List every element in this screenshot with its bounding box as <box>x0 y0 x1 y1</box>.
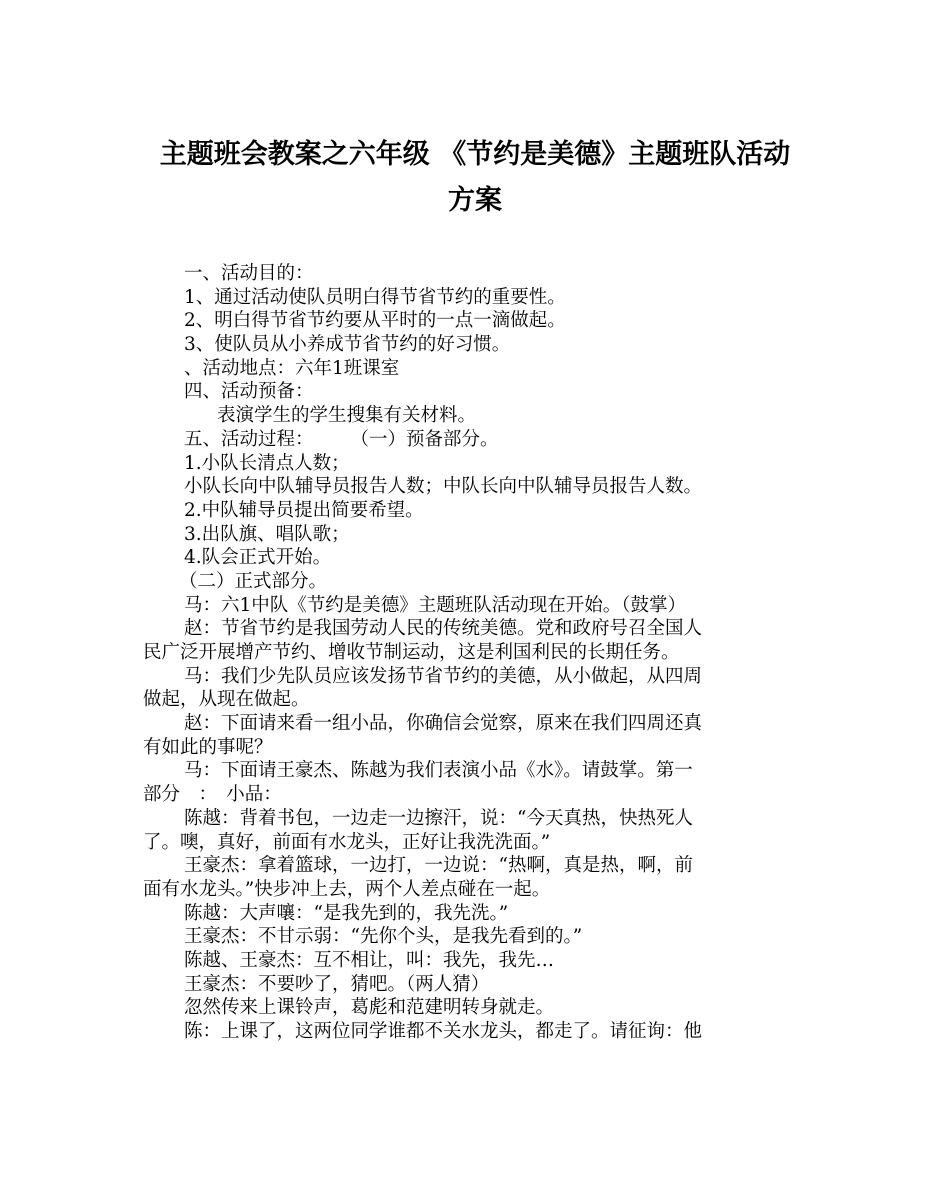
paragraph-line: 马：六1中队《节约是美德》主题班队活动现在开始。（鼓掌） <box>184 594 687 616</box>
paragraph-line: 4.队会正式开始。 <box>184 547 332 569</box>
paragraph-line: 赵：节省节约是我国劳动人民的传统美德。党和政府号召全国人 <box>184 618 703 640</box>
paragraph-line: 陈越：大声嚷：“是我先到的，我先洗。” <box>184 902 509 924</box>
section-heading: 一、活动目的： <box>184 263 314 284</box>
paragraph-line: 2.中队辅导员提出简要希望。 <box>184 499 424 521</box>
paragraph-line: 3.出队旗、唱队歌； <box>184 523 350 545</box>
document-body <box>143 262 811 1044</box>
paragraph-line: 3、使队员从小养成节省节约的好习惯。 <box>184 334 511 356</box>
paragraph-line: 2、明白得节省节约要从平时的一点一滴做起。 <box>184 310 566 332</box>
paragraph-line: 小队长向中队辅导员报告人数；中队长向中队辅导员报告人数。 <box>184 476 703 498</box>
section-heading: 五、活动过程： （一）预备部分。 <box>184 428 499 450</box>
paragraph-line: 陈越：背着书包，一边走一边擦汗，说：“今天真热，快热死人 <box>184 807 693 829</box>
title-line-1: 主题班会教案之六年级 《节约是美德》主题班队活动 <box>159 139 791 170</box>
paragraph-line: 面有水龙头。”快步冲上去，两个人差点碰在一起。 <box>143 878 551 900</box>
paragraph-line: 做起，从现在做起。 <box>143 689 310 711</box>
paragraph-line: 王豪杰：不要吵了，猜吧。（两人猜） <box>184 973 490 995</box>
paragraph-line: 忽然传来上课铃声，葛彪和范建明转身就走。 <box>184 997 555 1019</box>
section-heading: （二）正式部分。 <box>179 570 328 592</box>
paragraph-line: 王豪杰：拿着篮球，一边打，一边说：“热啊，真是热，啊，前 <box>184 855 693 877</box>
paragraph-line: 马：下面请王豪杰、陈越为我们表演小品《水》。请鼓掌。第一 <box>184 760 693 782</box>
paragraph-line: 有如此的事呢？ <box>143 736 273 758</box>
section-heading: 四、活动预备： <box>184 381 314 403</box>
paragraph-line: 民广泛开展增产节约、增收节制运动，这是利国利民的长期任务。 <box>143 642 680 663</box>
section-heading: 、活动地点：六年1班课室 <box>184 357 400 379</box>
paragraph-line: 陈：上课了，这两位同学谁都不关水龙头，都走了。请征询：他 <box>184 1021 703 1042</box>
title-line-2: 方案 <box>448 185 502 216</box>
paragraph-line: 部分 ： 小品： <box>143 784 282 806</box>
paragraph-line: 陈越、王豪杰：互不相让，叫：我先，我先… <box>184 949 555 971</box>
paragraph-line: 1、通过活动使队员明白得节省节约的重要性。 <box>184 286 566 308</box>
paragraph-line: 了。噢，真好，前面有水龙头，正好让我洗洗面。” <box>143 831 551 853</box>
paragraph-line: 表演学生的学生搜集有关材料。 <box>217 405 477 427</box>
paragraph-line: 1.小队长清点人数； <box>184 452 350 474</box>
document-title <box>120 132 830 224</box>
paragraph-line: 马：我们少先队员应该发扬节省节约的美德，从小做起，从四周 <box>184 665 703 687</box>
paragraph-line: 王豪杰：不甘示弱：“先你个头，是我先看到的。” <box>184 926 583 948</box>
paragraph-line: 赵：下面请来看一组小品，你确信会觉察，原来在我们四周还真 <box>184 713 703 735</box>
